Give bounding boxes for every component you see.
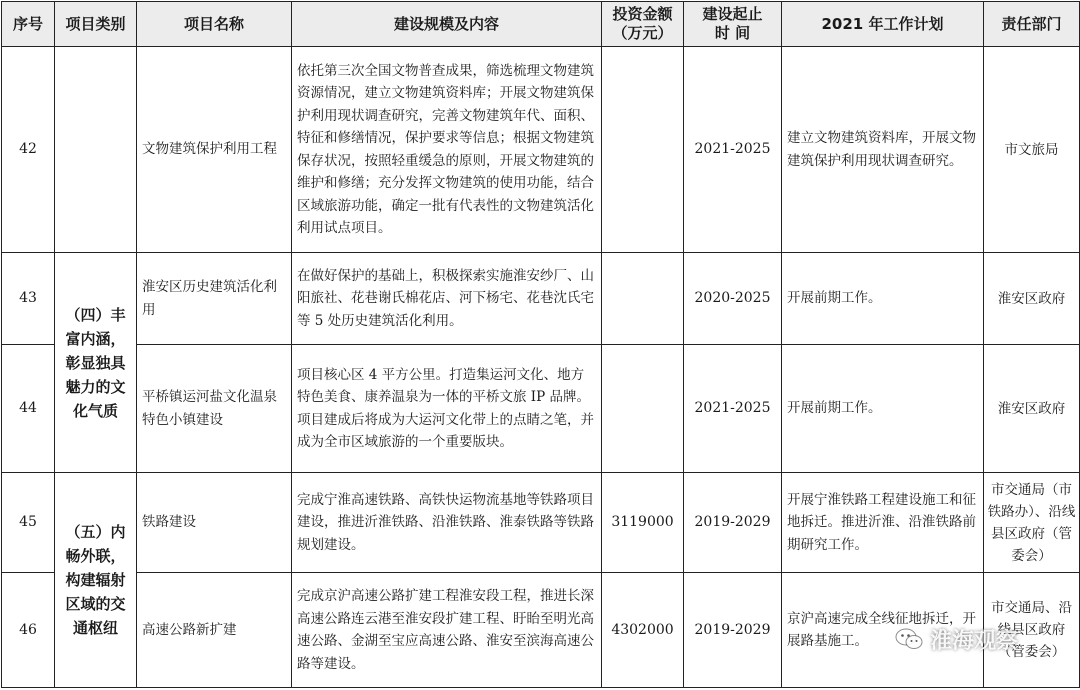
work-plan: 开展前期工作。 bbox=[782, 253, 984, 345]
period: 2020-2025 bbox=[684, 253, 782, 345]
project-table bbox=[1, 1, 1080, 688]
investment bbox=[602, 345, 684, 473]
work-plan: 开展宁淮铁路工程建设施工和征地拆迁。推进沂淮、沿淮铁路前期研究工作。 bbox=[782, 473, 984, 573]
project-name: 铁路建设 bbox=[137, 473, 292, 573]
investment: 4302000 bbox=[602, 573, 684, 688]
header-investment: 投资金额 （万元） bbox=[602, 2, 684, 47]
project-name: 平桥镇运河盐文化温泉特色小镇建设 bbox=[137, 345, 292, 473]
work-plan: 开展前期工作。 bbox=[782, 345, 984, 473]
watermark bbox=[894, 624, 1018, 654]
investment bbox=[602, 253, 684, 345]
table-row bbox=[2, 47, 1080, 253]
row-no: 43 bbox=[2, 253, 55, 345]
header-no: 序号 bbox=[2, 2, 55, 47]
responsible-dept: 市文旅局 bbox=[984, 47, 1080, 253]
period: 2019-2029 bbox=[684, 573, 782, 688]
header-scope: 建设规模及内容 bbox=[292, 2, 602, 47]
row-no: 44 bbox=[2, 345, 55, 473]
responsible-dept: 淮安区政府 bbox=[984, 345, 1080, 473]
header-row bbox=[2, 2, 1080, 47]
header-period: 建设起止 时 间 bbox=[684, 2, 782, 47]
header-name: 项目名称 bbox=[137, 2, 292, 47]
investment bbox=[602, 47, 684, 253]
responsible-dept: 市交通局（市铁路办）、沿线县区政府（管委会） bbox=[984, 473, 1080, 573]
project-scope: 完成京沪高速公路扩建工程淮安段工程，推进长深高速公路连云港至淮安段扩建工程、盱眙至明光高速公路、金湖至宝应高速公路、淮安至滨海高速公路等建设。 bbox=[292, 573, 602, 688]
header-dept: 责任部门 bbox=[984, 2, 1080, 47]
category-cell: （五）内畅外联，构建辐射区域的交通枢纽 bbox=[55, 473, 137, 688]
header-category: 项目类别 bbox=[55, 2, 137, 47]
watermark-text: 淮海观察 bbox=[930, 628, 1019, 654]
project-scope: 完成宁淮高速铁路、高铁快运物流基地等铁路项目建设，推进沂淮铁路、沿淮铁路、淮泰铁路等铁路规划建设。 bbox=[292, 473, 602, 573]
row-no: 42 bbox=[2, 47, 55, 253]
project-name: 高速公路新扩建 bbox=[137, 573, 292, 688]
project-scope: 依托第三次全国文物普查成果，筛选梳理文物建筑资源情况，建立文物建筑资料库；开展文物建筑保护利用现状调查研究，完善文物建筑年代、面积、特征和修缮情况，保护要求等信息；根据文物建筑保存状况，按照轻重缓急的原则，开展文物建筑的维护和修缮；充分发挥文物建筑的使用功能，结合区域旅游功能，确定一批有代表性的文物建筑活化利用试点项目。 bbox=[292, 47, 602, 253]
category-cell-empty bbox=[55, 47, 137, 253]
row-no: 45 bbox=[2, 473, 55, 573]
project-name: 淮安区历史建筑活化利用 bbox=[137, 253, 292, 345]
period: 2019-2029 bbox=[684, 473, 782, 573]
table-row bbox=[2, 253, 1080, 345]
investment: 3119000 bbox=[602, 473, 684, 573]
project-scope: 项目核心区 4 平方公里。打造集运河文化、地方特色美食、康养温泉为一体的平桥文旅 IP 品牌。项目建成后将成为大运河文化带上的点睛之笔，并成为全市区域旅游的一个重要版块。 bbox=[292, 345, 602, 473]
header-plan: 2021 年工作计划 bbox=[782, 2, 984, 47]
responsible-dept: 市交通局、沿线县区政府（管委会） bbox=[984, 573, 1080, 688]
table-row bbox=[2, 345, 1080, 473]
wechat-icon bbox=[894, 626, 924, 652]
work-plan: 建立文物建筑资料库，开展文物建筑保护利用现状调查研究。 bbox=[782, 47, 984, 253]
category-cell: （四）丰富内涵，彰显独具魅力的文化气质 bbox=[55, 253, 137, 473]
project-name: 文物建筑保护利用工程 bbox=[137, 47, 292, 253]
row-no: 46 bbox=[2, 573, 55, 688]
period: 2021-2025 bbox=[684, 345, 782, 473]
period: 2021-2025 bbox=[684, 47, 782, 253]
project-scope: 在做好保护的基础上，积极探索实施淮安纱厂、山阳旅社、花巷谢氏棉花店、河下杨宅、花巷沈氏宅等 5 处历史建筑活化利用。 bbox=[292, 253, 602, 345]
work-plan: 京沪高速完成全线征地拆迁，开展路基施工。 bbox=[782, 573, 984, 688]
responsible-dept: 淮安区政府 bbox=[984, 253, 1080, 345]
table-row bbox=[2, 473, 1080, 573]
